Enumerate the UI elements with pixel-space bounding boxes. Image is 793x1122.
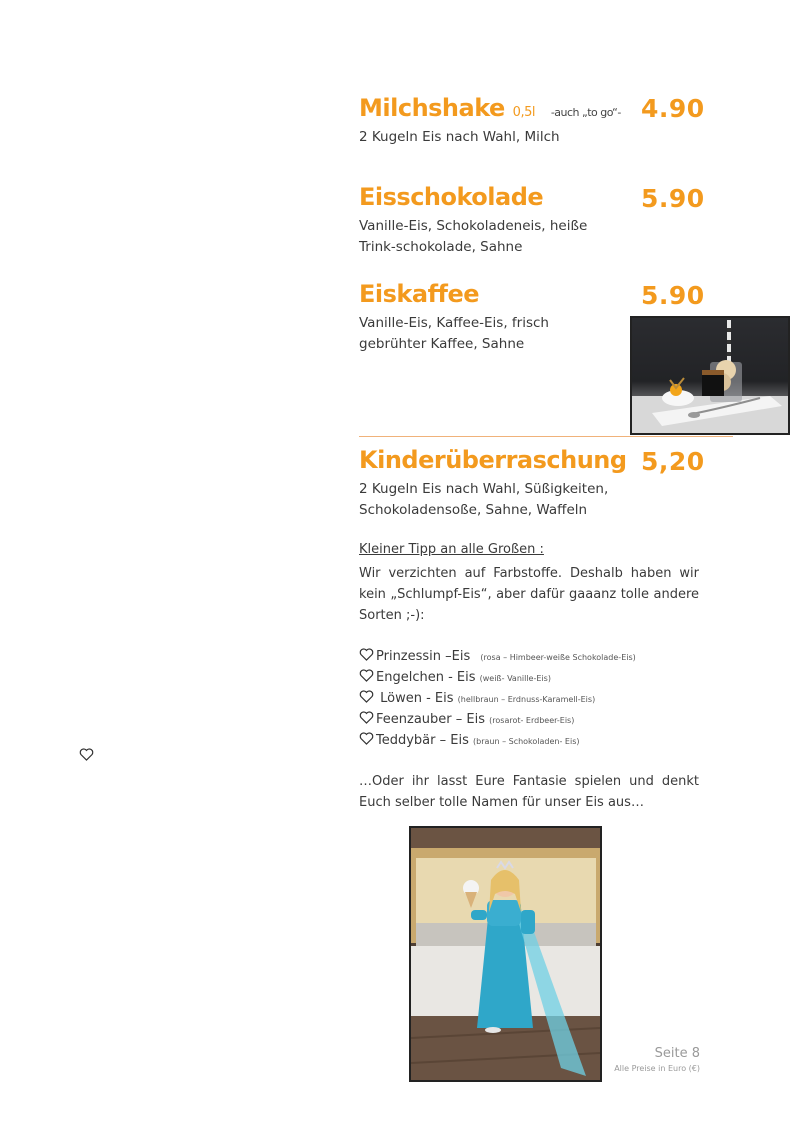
item-desc-kinderueberraschung: 2 Kugeln Eis nach Wahl, Süßigkeiten, Schokoladensoße, Sahne, Waffeln (359, 481, 609, 518)
flavor-name: Teddybär – Eis (376, 733, 469, 748)
item-size: 0,5l (512, 105, 535, 120)
flavor-name: Feenzauber – Eis (376, 712, 485, 727)
item-price-eisschokolade: 5.90 (641, 184, 705, 213)
closing-text: …Oder ihr lasst Eure Fantasie spielen und denkt Euch selber tolle Namen für unser Eis aus… (359, 774, 699, 810)
flavor-detail: (braun – Schokoladen- Eis) (473, 737, 580, 746)
flavor-name: Engelchen - Eis (376, 670, 476, 685)
flavor-detail: (rosarot- Erdbeer-Eis) (489, 716, 575, 725)
item-price-milchshake: 4.90 (641, 94, 705, 123)
flavor-detail: (weiß- Vanille-Eis) (479, 674, 551, 683)
heart-outline-icon (79, 748, 94, 761)
tip-heading: Kleiner Tipp an alle Großen : (359, 542, 544, 557)
list-item (359, 688, 636, 709)
princess-illustration (411, 828, 600, 1080)
section-divider (359, 436, 733, 437)
item-title-eiskaffee: Eiskaffee (359, 280, 479, 308)
item-title-milchshake: Milchshake 0,5l -auch „to go“- (359, 94, 621, 122)
item-title-kinderueberraschung: Kinderüberraschung (359, 446, 627, 474)
eiskaffee-photo (630, 316, 790, 435)
heart-outline-icon (359, 732, 374, 745)
heart-outline-icon (359, 648, 374, 661)
list-item (359, 667, 636, 688)
item-price-kinderueberraschung: 5,20 (641, 447, 705, 476)
flavor-name: Prinzessin –Eis (376, 649, 471, 664)
heart-outline-icon (359, 711, 374, 724)
tip-body: Wir verzichten auf Farbstoffe. Deshalb haben wir kein „Schlumpf-Eis“, aber dafür gaaanz tolle andere Sorten ;-): (359, 566, 699, 623)
item-desc-eisschokolade: Vanille-Eis, Schokoladeneis, heiße Trink-schokolade, Sahne (359, 218, 588, 255)
flavor-detail: (hellbraun – Erdnuss-Karamell-Eis) (457, 695, 596, 704)
list-item (359, 646, 636, 667)
item-desc-milchshake: 2 Kugeln Eis nach Wahl, Milch (359, 129, 560, 145)
heart-outline-icon (359, 690, 374, 703)
list-item (359, 730, 636, 751)
item-desc-eiskaffee: Vanille-Eis, Kaffee-Eis, frisch gebrühter Kaffee, Sahne (359, 315, 549, 352)
flavor-name: Löwen - Eis (376, 691, 454, 706)
flavor-list (359, 646, 636, 751)
heart-outline-icon (359, 669, 374, 682)
princess-photo (409, 826, 602, 1082)
flavor-detail: (rosa – Himbeer-weiße Schokolade-Eis) (480, 653, 636, 662)
price-note: Alle Preise in Euro (€) (614, 1064, 700, 1073)
item-note: -auch „to go“- (550, 106, 621, 119)
eiskaffee-illustration (632, 318, 788, 433)
list-item (359, 709, 636, 730)
item-price-eiskaffee: 5.90 (641, 281, 705, 310)
page-number: Seite 8 (654, 1046, 700, 1061)
item-title-eisschokolade: Eisschokolade (359, 183, 544, 211)
